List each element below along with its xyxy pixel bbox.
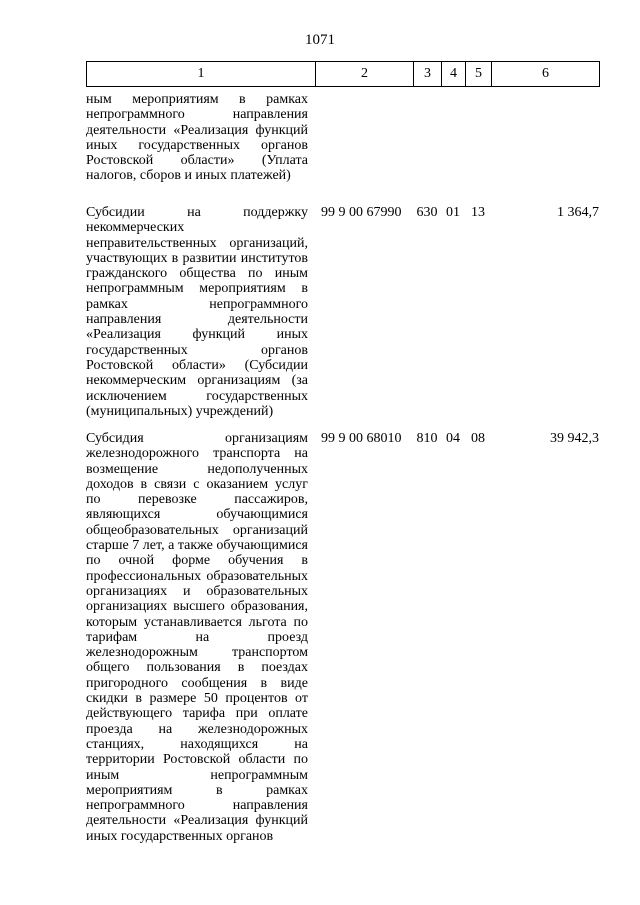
row-amount: 39 942,3: [550, 431, 599, 446]
row-section: 01: [446, 205, 460, 220]
column-header-6: 6: [492, 62, 600, 87]
page-number: 1071: [305, 32, 335, 48]
column-header-5: 5: [466, 62, 492, 87]
row-code: 99 9 00 68010: [321, 431, 402, 446]
table-header: [86, 61, 600, 87]
column-header-2: 2: [316, 62, 414, 87]
row-code: 99 9 00 67990: [321, 205, 402, 220]
row-section: 04: [446, 431, 460, 446]
row-expense-type: 810: [416, 431, 438, 446]
column-header-1: 1: [87, 62, 316, 87]
column-header-4: 4: [442, 62, 466, 87]
row-description: Субсидия организациям железнодорожного транспорта на возмещение недополученных доходов в связи с оказанием услуг по перевозке пассажиров, являющихся обучающимися общеобразовательных организаций старше 7 лет, а также обучающимися по очной форме обучения в профессиональных образовательных организациях и образовательных организациях высшего образования, которым устанавливается льгота по тарифам на проезд железнодорожным транспортом общего пользования в поездах пригородного сообщения в виде скидки в размере 50 процентов от действующего тарифа при оплате проезда на железнодорожных станциях, находящихся на территории Ростовской области по иным непрограммным мероприятиям в рамках непрограммного направления деятельности «Реализация функций иных государственных органов: [86, 431, 308, 844]
row-expense-type: 630: [416, 205, 438, 220]
row-description: Субсидии на поддержку некоммерческих неправительственных организаций, участвующих в развитии институтов гражданского общества по иным непрограммным мероприятиям в рамках непрограммного направления деятельности «Реализация функций иных государственных органов Ростовской области» (Субсидии некоммерческим организациям (за исключением государственных (муниципальных) учреждений): [86, 205, 308, 419]
row-description: ным мероприятиям в рамках непрограммного направления деятельности «Реализация функций иных государственных органов Ростовской области» (Уплата налогов, сборов и иных платежей): [86, 92, 308, 184]
row-subsection: 08: [471, 431, 485, 446]
column-header-3: 3: [414, 62, 442, 87]
row-subsection: 13: [471, 205, 485, 220]
row-amount: 1 364,7: [557, 205, 599, 220]
